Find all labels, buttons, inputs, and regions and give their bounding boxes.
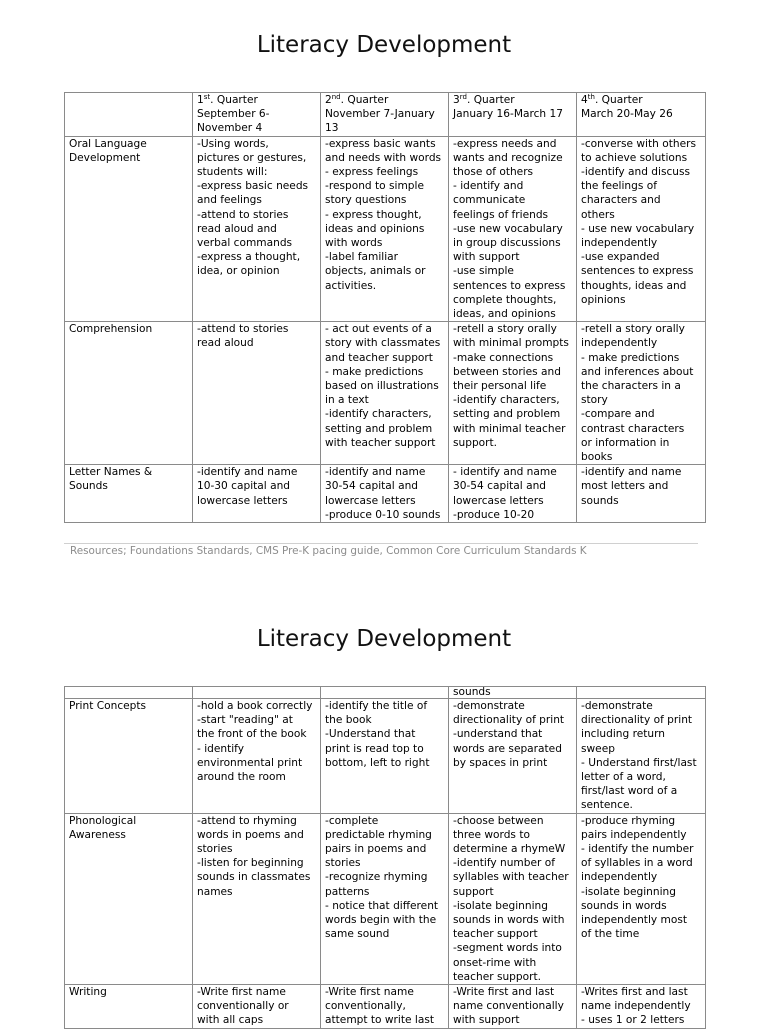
page-title: Literacy Development: [256, 32, 512, 58]
cell-line: patterns: [325, 885, 370, 898]
cell-line: -identify characters,: [325, 408, 432, 421]
cell-line: -produce rhyming: [581, 814, 676, 827]
cell-line: most letters and: [581, 480, 669, 493]
cell-line: support.: [453, 436, 498, 449]
cell-line: stories: [197, 843, 233, 856]
cell-line: -express basic wants: [325, 137, 436, 150]
cell-line: and teacher support: [325, 351, 433, 364]
cell-line: Comprehension: [69, 323, 153, 336]
cell-line: -identify the title of: [325, 700, 428, 712]
cell-line: complete thoughts,: [453, 293, 557, 306]
cell-line: -produce 0-10 sounds: [325, 508, 441, 521]
continuation-cell: [577, 687, 706, 699]
page-title: Literacy Development: [256, 626, 512, 652]
cell-line: -isolate beginning: [581, 885, 676, 898]
quarter-2-cell: [321, 322, 449, 465]
cell-line: three words to: [453, 828, 530, 841]
cell-line: the front of the book: [197, 728, 307, 741]
cell-line: - act out events of a: [325, 323, 432, 336]
cell-line: conventionally or: [197, 1000, 289, 1013]
cell-line: story: [581, 394, 608, 407]
cell-line: communicate: [453, 194, 526, 207]
cell-line: words in poems and: [197, 828, 304, 841]
cell-line: in a text: [325, 394, 369, 407]
row-label: [65, 322, 193, 465]
cell-line: words begin with the: [325, 914, 437, 927]
cell-line: sounds in classmates: [197, 871, 311, 884]
cell-line: -identify number of: [453, 857, 555, 870]
quarter-name: [453, 93, 573, 107]
cell-line: - uses 1 or 2 letters: [581, 1014, 685, 1027]
cell-line: story questions: [325, 194, 407, 207]
cell-line: -use expanded: [581, 251, 660, 264]
cell-line: or information in: [581, 436, 670, 449]
cell-line: to achieve solutions: [581, 151, 688, 164]
quarter-3-cell: [449, 136, 577, 322]
cell-line: Print Concepts: [69, 700, 147, 712]
quarter-2-cell: [321, 813, 449, 984]
header-corner-cell: [65, 93, 193, 137]
cell-line: Development: [69, 151, 141, 164]
quarter-dates: January 16-March 17: [453, 108, 563, 121]
cell-line: of the time: [581, 928, 640, 941]
quarter-dates: September 6-: [197, 108, 270, 121]
cell-line: independently most: [581, 914, 688, 927]
cell-line: -identify and name: [325, 466, 426, 479]
cell-line: wants and recognize: [453, 151, 563, 164]
cell-line: -retell a story orally: [453, 323, 557, 336]
cell-line: - identify and: [453, 180, 524, 193]
cell-line: -Write first and last: [453, 986, 555, 999]
cell-line: setting and problem: [325, 422, 433, 435]
cell-line: sentence.: [581, 799, 633, 812]
cell-line: -identify and name: [581, 466, 682, 479]
cell-line: -use simple: [453, 265, 514, 278]
cell-line: the characters in a: [581, 380, 681, 393]
quarter-header-3: [449, 93, 577, 137]
cell-line: Awareness: [69, 828, 126, 841]
cell-line: independently: [581, 237, 658, 250]
cell-line: their personal life: [453, 380, 547, 393]
cell-line: - express thought,: [325, 208, 422, 221]
cell-line: read aloud: [197, 337, 254, 350]
cell-line: sounds in words with: [453, 914, 565, 927]
quarter-3-cell: [449, 465, 577, 523]
cell-line: -Understand that: [325, 728, 416, 741]
cell-line: 30-54 capital and: [325, 480, 419, 493]
cell-line: -Write first name: [325, 986, 414, 999]
cell-line: and inferences about: [581, 365, 694, 378]
cell-line: print is read top to: [325, 742, 424, 755]
cell-line: books: [581, 451, 613, 464]
cell-line: -retell a story orally: [581, 323, 685, 336]
cell-line: -converse with others: [581, 137, 696, 150]
cell-line: and feelings: [197, 194, 262, 207]
quarter-dates: November 4: [197, 122, 263, 135]
cell-line: pairs independently: [581, 828, 687, 841]
cell-line: thoughts, ideas and: [581, 279, 687, 292]
cell-line: pictures or gestures,: [197, 151, 307, 164]
cell-line: - express feelings: [325, 166, 419, 179]
cell-line: with support: [453, 251, 520, 264]
quarter-1-cell: [193, 985, 321, 1029]
quarter-label: . Quarter: [594, 94, 643, 106]
quarter-2-cell: [321, 465, 449, 523]
cell-line: others: [581, 208, 615, 221]
table-row: [65, 465, 706, 523]
cell-line: -produce 10-20: [453, 508, 535, 521]
row-label: [65, 465, 193, 523]
cell-line: - Understand first/last: [581, 756, 697, 769]
cell-line: characters and: [581, 194, 661, 207]
quarter-4-cell: [577, 322, 706, 465]
row-label: [65, 985, 193, 1029]
cell-line: with minimal prompts: [453, 337, 569, 350]
row-label: [65, 699, 193, 814]
quarter-3-cell: [449, 699, 577, 814]
quarter-1-cell: [193, 465, 321, 523]
cell-line: -compare and: [581, 408, 655, 421]
cell-line: same sound: [325, 928, 390, 941]
cell-line: objects, animals or: [325, 265, 426, 278]
cell-line: Sounds: [69, 480, 108, 493]
divider: [64, 543, 698, 544]
continuation-cell: [65, 687, 193, 699]
cell-line: verbal commands: [197, 237, 293, 250]
cell-line: -hold a book correctly: [197, 700, 313, 712]
quarter-number: 4: [581, 94, 588, 106]
cell-line: and needs with words: [325, 151, 442, 164]
table-row: [65, 985, 706, 1029]
cell-line: with all caps: [197, 1014, 264, 1027]
cell-line: stories: [325, 857, 361, 870]
cell-line: -demonstrate: [581, 700, 653, 712]
cell-line: - notice that different: [325, 899, 439, 912]
cell-line: -Writes first and last: [581, 986, 688, 999]
table-row: [65, 136, 706, 322]
literacy-table-2: [64, 686, 706, 1029]
cell-line: opinions: [581, 293, 626, 306]
cell-line: Letter Names &: [69, 466, 153, 479]
cell-line: with words: [325, 237, 383, 250]
cell-line: -attend to stories: [197, 323, 289, 336]
cell-line: -isolate beginning: [453, 899, 548, 912]
quarter-ordinal: rd: [459, 93, 467, 101]
cell-line: sweep: [581, 742, 615, 755]
quarter-number: 2: [325, 94, 332, 106]
quarter-header-row: [65, 93, 706, 137]
quarter-1-cell: [193, 699, 321, 814]
cell-line: activities.: [325, 279, 377, 292]
cell-line: setting and problem: [453, 408, 561, 421]
cell-line: - make predictions: [581, 351, 680, 364]
cell-line: sounds in words: [581, 899, 667, 912]
cell-line: Writing: [69, 986, 107, 999]
cell-line: -attend to stories: [197, 208, 289, 221]
row-label: [65, 813, 193, 984]
quarter-header-1: [193, 93, 321, 137]
cell-line: 10-30 capital and: [197, 480, 291, 493]
quarter-1-cell: [193, 813, 321, 984]
cell-line: -demonstrate: [453, 700, 525, 712]
cell-line: name conventionally: [453, 1000, 564, 1013]
continuation-cell: [193, 687, 321, 699]
cell-line: -identify and name: [197, 466, 298, 479]
cell-line: -make connections: [453, 351, 554, 364]
cell-line: -Using words,: [197, 137, 269, 150]
quarter-number: 1: [197, 94, 204, 106]
cell-line: read aloud and: [197, 222, 277, 235]
cell-line: -express basic needs: [197, 180, 309, 193]
quarter-label: . Quarter: [210, 94, 258, 106]
quarter-4-cell: [577, 985, 706, 1029]
cell-line: ideas and opinions: [325, 222, 425, 235]
cell-line: Oral Language: [69, 137, 147, 150]
cell-line: attempt to write last: [325, 1014, 434, 1027]
cell-line: of syllables in a word: [581, 857, 693, 870]
cell-line: -Write first name: [197, 986, 286, 999]
quarter-2-cell: [321, 699, 449, 814]
quarter-1-cell: [193, 136, 321, 322]
cell-line: -identify and discuss: [581, 166, 691, 179]
cell-line: sentences to express: [581, 265, 694, 278]
cell-line: support: [453, 885, 494, 898]
literacy-table-1: [64, 92, 706, 523]
cell-line: teacher support.: [453, 970, 541, 983]
cell-line: between stories and: [453, 365, 561, 378]
cell-line: onset-rime with: [453, 956, 537, 969]
cell-line: independently: [581, 871, 658, 884]
quarter-1-cell: [193, 322, 321, 465]
quarter-header-4: [577, 93, 706, 137]
quarter-dates: March 20-May 26: [581, 108, 673, 121]
cell-line: -recognize rhyming: [325, 871, 428, 884]
cell-line: - identify and name: [453, 466, 557, 479]
cell-line: 30-54 capital and: [453, 480, 547, 493]
quarter-4-cell: [577, 699, 706, 814]
cell-line: pairs in poems and: [325, 843, 427, 856]
cell-line: syllables with teacher: [453, 871, 569, 884]
cell-line: bottom, left to right: [325, 756, 430, 769]
quarter-dates: November 7-January: [325, 108, 435, 121]
quarter-ordinal: th: [587, 93, 595, 101]
quarter-3-cell: [449, 985, 577, 1029]
cell-line: lowercase letters: [325, 494, 416, 507]
quarter-3-cell: [449, 813, 577, 984]
cell-line: - identify the number: [581, 843, 694, 856]
cell-line: with teacher support: [325, 436, 436, 449]
quarter-2-cell: [321, 136, 449, 322]
cell-line: -identify characters,: [453, 394, 560, 407]
cell-line: -express a thought,: [197, 251, 301, 264]
table-row: [65, 322, 706, 465]
cell-line: ideas, and opinions: [453, 308, 556, 321]
cell-line: words are separated: [453, 742, 562, 755]
quarter-name: [581, 93, 702, 107]
cell-line: including return: [581, 728, 666, 741]
cell-line: teacher support: [453, 928, 538, 941]
cell-line: -segment words into: [453, 942, 562, 955]
table-row: [65, 699, 706, 814]
cell-line: contrast characters: [581, 422, 685, 435]
cell-line: around the room: [197, 771, 286, 784]
cell-line: independently: [581, 337, 658, 350]
cell-line: -attend to rhyming: [197, 814, 297, 827]
table-row: [65, 813, 706, 984]
cell-line: sounds: [581, 494, 619, 507]
cell-line: based on illustrations: [325, 380, 439, 393]
cell-line: in group discussions: [453, 237, 561, 250]
cell-line: lowercase letters: [453, 494, 544, 507]
quarter-header-2: [321, 93, 449, 137]
cell-line: Phonological: [69, 814, 137, 827]
cell-line: by spaces in print: [453, 756, 548, 769]
cell-line: with minimal teacher: [453, 422, 566, 435]
quarter-4-cell: [577, 465, 706, 523]
resources-note: Resources; Foundations Standards, CMS Pre-K pacing guide, Common Core Curriculum Standards K: [70, 545, 587, 557]
cell-line: -label familiar: [325, 251, 399, 264]
cell-line: conventionally,: [325, 1000, 406, 1013]
quarter-4-cell: [577, 813, 706, 984]
cell-line: -use new vocabulary: [453, 222, 563, 235]
quarter-4-cell: [577, 136, 706, 322]
cell-line: - identify: [197, 742, 244, 755]
cell-line: sentences to express: [453, 279, 566, 292]
continuation-cell: sounds: [449, 687, 577, 699]
quarter-2-cell: [321, 985, 449, 1029]
continuation-row: [65, 687, 706, 699]
quarter-label: . Quarter: [340, 94, 389, 106]
cell-line: with support: [453, 1014, 520, 1027]
cell-line: -choose between: [453, 814, 544, 827]
cell-line: - use new vocabulary: [581, 222, 695, 235]
cell-line: idea, or opinion: [197, 265, 280, 278]
cell-line: -express needs and: [453, 137, 557, 150]
cell-line: lowercase letters: [197, 494, 288, 507]
cell-line: name independently: [581, 1000, 691, 1013]
cell-line: directionality of print: [581, 714, 693, 727]
cell-line: those of others: [453, 166, 534, 179]
cell-line: -listen for beginning: [197, 857, 304, 870]
cell-line: students will:: [197, 166, 268, 179]
cell-line: letter of a word,: [581, 771, 666, 784]
quarter-label: . Quarter: [466, 94, 515, 106]
continuation-cell: [321, 687, 449, 699]
cell-line: the book: [325, 714, 372, 727]
cell-line: feelings of friends: [453, 208, 549, 221]
cell-line: environmental print: [197, 756, 303, 769]
cell-line: directionality of print: [453, 714, 565, 727]
cell-line: -start "reading" at: [197, 714, 293, 727]
cell-line: predictable rhyming: [325, 828, 432, 841]
cell-line: -understand that: [453, 728, 543, 741]
cell-line: the feelings of: [581, 180, 657, 193]
cell-line: -respond to simple: [325, 180, 424, 193]
cell-line: -complete: [325, 814, 379, 827]
quarter-ordinal: nd: [331, 93, 341, 101]
quarter-name: [197, 93, 317, 107]
cell-line: story with classmates: [325, 337, 441, 350]
cell-line: first/last word of a: [581, 785, 678, 798]
row-label: [65, 136, 193, 322]
quarter-3-cell: [449, 322, 577, 465]
cell-line: determine a rhymeW: [453, 843, 566, 856]
quarter-dates: 13: [325, 122, 339, 135]
quarter-ordinal: st: [203, 93, 211, 101]
cell-line: - make predictions: [325, 365, 424, 378]
quarter-number: 3: [453, 94, 460, 106]
cell-line: names: [197, 885, 233, 898]
quarter-name: [325, 93, 445, 107]
